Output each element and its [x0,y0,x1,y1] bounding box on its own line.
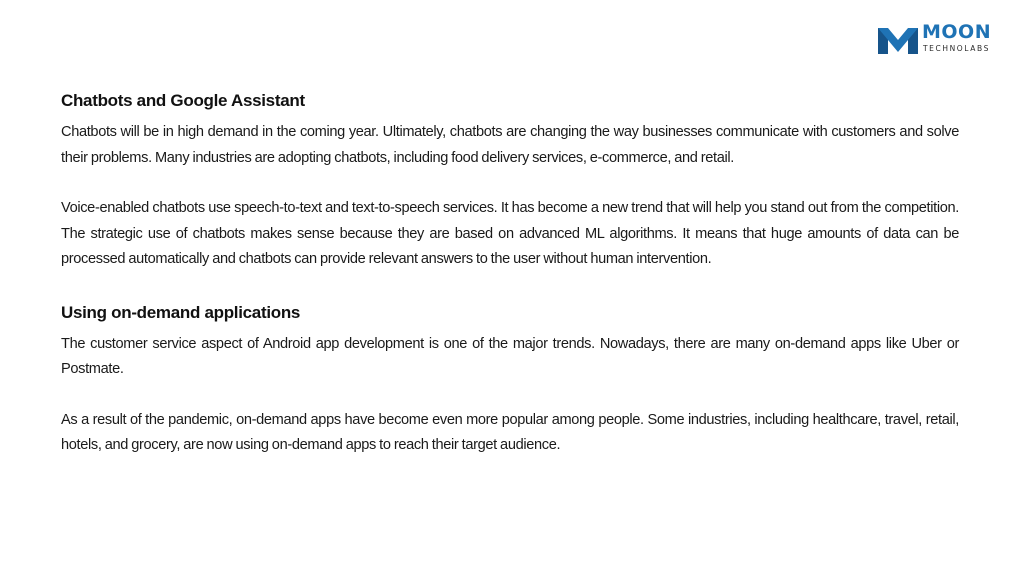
section-heading-chatbots: Chatbots and Google Assistant [61,91,305,110]
paragraph-pandemic: As a result of the pandemic, on-demand apps have become even more popular among people. Some industries, including healthcare, travel, retail, hotels, and grocery, are now using on-demand apps to reach their target audience. [61,411,959,453]
section-spacer [61,273,959,300]
paragraph-spacer [61,383,959,408]
moon-technolabs-logo-icon [878,24,918,54]
article-body [61,88,959,459]
paragraph-chatbots-demand: Chatbots will be in high demand in the coming year. Ultimately, chatbots are changing the way businesses communicate with customers and solve their problems. Many industries are adopting chatbots, including food delivery services, e-commerce, and retail. [61,124,959,166]
brand-name: MOON [922,21,992,43]
paragraph-spacer [61,171,959,196]
brand-subname: TECHNOLABS [923,44,990,53]
section-heading-on-demand: Using on-demand applications [61,302,301,322]
paragraph-customer-service: The customer service aspect of Android app development is one of the major trends. Nowadays, there are many on-demand apps like Uber or Postmate. [61,335,959,377]
brand-logo [878,22,1000,58]
paragraph-voice-chatbots: Voice-enabled chatbots use speech-to-text and text-to-speech services. It has become a new trend that will help you stand out from the competition. The strategic use of chatbots makes sense because they are based on advanced ML algorithms. It means that huge amounts of data can be processed automatically and chatbots can provide relevant answers to the user without human intervention. [61,200,959,267]
